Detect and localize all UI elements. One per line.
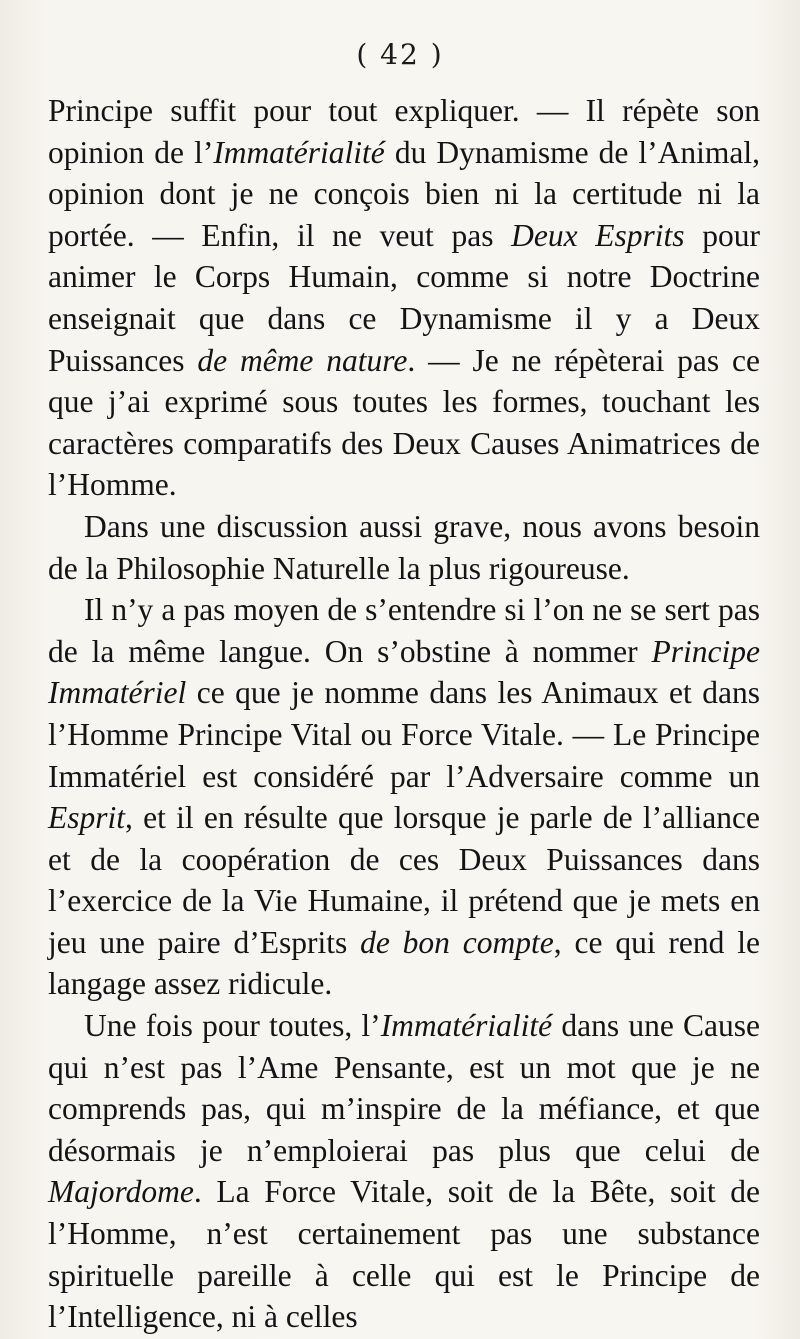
text-run: ce que je nomme dans les Animaux et dans l’Homme Principe Vital ou Force Vitale. — Le Principe Immatériel est considéré par l’Adversaire comme un bbox=[48, 675, 760, 794]
text-run: , et il en résulte que lorsque je parle de l’alliance et de la coopération de ces Deux Puissances dans l’exercice de la Vie Humaine, il prétend que je mets en jeu une paire d’Esprits bbox=[48, 800, 760, 960]
paragraph bbox=[48, 589, 760, 1005]
italic-text: Immatérialité bbox=[380, 1008, 553, 1044]
text-run: . La Force Vitale, soit de la Bête, soit de l’Homme, n’est certainement pas une substance spirituelle pareille à celle qui est le Principe de l’Intelligence, ni à celles bbox=[48, 1174, 760, 1335]
text-run: Une fois pour toutes, l’ bbox=[84, 1008, 381, 1044]
text-run: pour animer le Corps Humain, comme si notre Doctrine enseignait que dans ce Dynamisme il y a Deux Puissances bbox=[48, 217, 760, 378]
text-run: Il n’y a pas moyen de s’entendre si l’on ne se sert pas de la même langue. On s’obstine à nommer bbox=[48, 592, 760, 669]
text-run: Dans une discussion aussi grave, nous avons besoin de la Philosophie Naturelle la plus rigoureuse. bbox=[48, 508, 760, 586]
page-body bbox=[48, 90, 760, 1338]
paragraph bbox=[48, 90, 760, 506]
paragraph bbox=[48, 506, 760, 589]
italic-text: Principe Immatériel bbox=[48, 633, 760, 711]
text-run: Principe suffit pour tout expliquer. — Il répète son opinion de l’ bbox=[48, 93, 760, 170]
text-run: . — Je ne répèterai pas ce que j’ai exprimé sous toutes les formes, touchant les caractères comparatifs des Deux Causes Animatrices de l’Homme. bbox=[48, 342, 760, 503]
italic-text: de bon compte bbox=[360, 924, 554, 960]
text-run: , ce qui rend le langage assez ridicule. bbox=[48, 924, 760, 1002]
italic-text: Majordome bbox=[48, 1174, 194, 1210]
italic-text: Immatérialité bbox=[213, 134, 385, 170]
italic-text: Deux Esprits bbox=[511, 217, 685, 253]
paragraph bbox=[48, 1005, 760, 1338]
text-run: dans une Cause qui n’est pas l’Ame Pensante, est un mot que je ne comprends pas, qui m’inspire de la méfiance, et que désormais je n’emploierai pas plus que celui de bbox=[48, 1008, 760, 1168]
italic-text: Esprit bbox=[48, 800, 126, 836]
text-run: du Dynamisme de l’Animal, opinion dont je ne conçois bien ni la certitude ni la portée. — Enfin, il ne veut pas bbox=[48, 134, 760, 253]
italic-text: de même nature bbox=[197, 342, 408, 378]
page-number: ( 42 ) bbox=[356, 38, 444, 71]
